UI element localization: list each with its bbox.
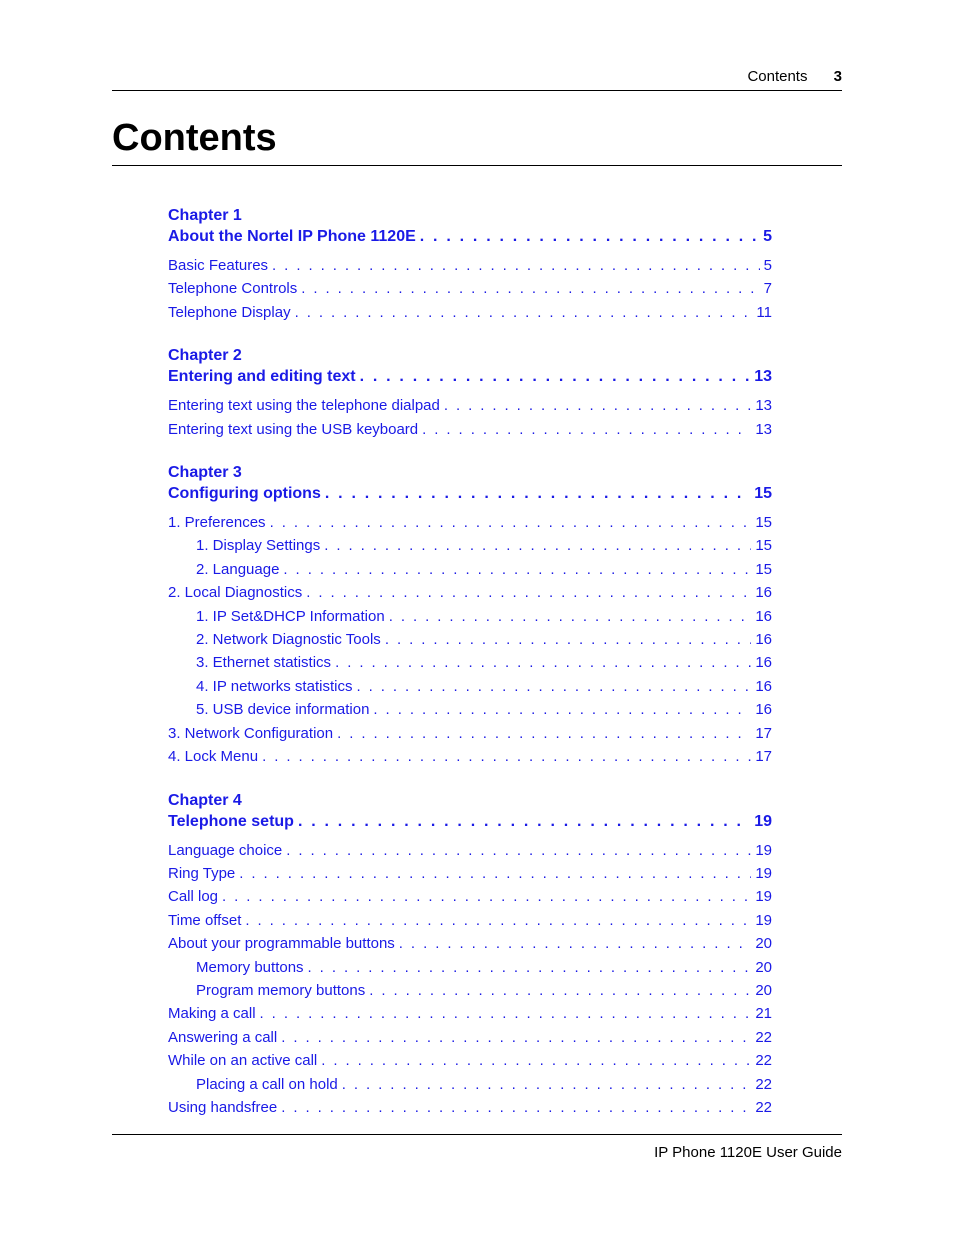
toc-entry-page: 7 bbox=[763, 280, 772, 298]
dot-leader bbox=[337, 722, 751, 745]
toc-entry-link[interactable] bbox=[168, 511, 772, 534]
toc-entry-text: Ring Type bbox=[168, 864, 236, 882]
running-header bbox=[747, 68, 842, 85]
toc-entry-link[interactable] bbox=[168, 301, 772, 324]
toc-entry-link[interactable] bbox=[168, 1049, 772, 1072]
toc-entry-text: 1. Display Settings bbox=[196, 537, 321, 555]
dot-leader bbox=[245, 909, 751, 932]
toc-entry-page: 16 bbox=[755, 677, 772, 695]
toc-entry-link[interactable] bbox=[168, 839, 772, 862]
toc-entry-page: 22 bbox=[755, 1052, 772, 1070]
dot-leader bbox=[222, 885, 751, 908]
dot-leader bbox=[298, 811, 750, 833]
toc-chapter bbox=[168, 791, 772, 1120]
toc-entry-text: About your programmable buttons bbox=[168, 935, 395, 953]
chapter-page-number: 15 bbox=[754, 485, 772, 503]
toc-entry-link[interactable] bbox=[168, 745, 772, 768]
dot-leader bbox=[422, 418, 751, 441]
toc-entry-text: Telephone Display bbox=[168, 303, 291, 321]
toc-entry-page: 21 bbox=[755, 1005, 772, 1023]
toc-entry-text: Call log bbox=[168, 888, 219, 906]
chapter-page-number: 5 bbox=[763, 228, 772, 245]
dot-leader bbox=[306, 581, 751, 604]
toc-entry-link[interactable] bbox=[168, 394, 772, 417]
toc-entry-link[interactable] bbox=[168, 1073, 772, 1096]
chapter-label: Chapter 2 bbox=[168, 347, 242, 365]
toc-entry-text: Basic Features bbox=[168, 257, 269, 274]
toc-entry-page: 15 bbox=[755, 537, 772, 555]
toc-entry-text: 1. IP Set&DHCP Information bbox=[196, 607, 385, 625]
toc-entry-text: Language choice bbox=[168, 841, 283, 859]
toc-chapter bbox=[168, 346, 772, 441]
toc-entry-text: 2. Network Diagnostic Tools bbox=[196, 631, 381, 649]
toc-entry-page: 16 bbox=[755, 631, 772, 649]
chapter-title-link[interactable] bbox=[168, 226, 772, 248]
toc-entry-text: Making a call bbox=[168, 1005, 256, 1023]
toc-entry-link[interactable] bbox=[168, 1096, 772, 1119]
chapter-title: About the Nortel IP Phone 1120E bbox=[168, 228, 416, 245]
toc-entry-link[interactable] bbox=[168, 909, 772, 932]
footer-guide-title: IP Phone 1120E User Guide bbox=[654, 1144, 842, 1161]
toc-entry-text: Entering text using the USB keyboard bbox=[168, 420, 419, 438]
dot-leader bbox=[272, 254, 760, 277]
toc-entry-text: While on an active call bbox=[168, 1052, 318, 1070]
chapter-label: Chapter 1 bbox=[168, 207, 242, 224]
dot-leader bbox=[321, 1049, 751, 1072]
dot-leader bbox=[325, 483, 750, 505]
footer-rule bbox=[112, 1134, 842, 1135]
toc-entry-link[interactable] bbox=[168, 862, 772, 885]
dot-leader bbox=[373, 698, 751, 721]
toc-entry-page: 11 bbox=[756, 303, 772, 321]
toc-entry-page: 20 bbox=[755, 958, 772, 976]
toc-entry-link[interactable] bbox=[168, 558, 772, 581]
toc-entry-page: 20 bbox=[755, 935, 772, 953]
toc-entry-link[interactable] bbox=[168, 628, 772, 651]
dot-leader bbox=[286, 839, 751, 862]
dot-leader bbox=[281, 1026, 751, 1049]
header-page-number: 3 bbox=[833, 68, 842, 85]
dot-leader bbox=[260, 1002, 752, 1025]
toc-entry-text: 5. USB device information bbox=[196, 701, 370, 719]
chapter-label: Chapter 3 bbox=[168, 464, 242, 482]
dot-leader bbox=[369, 979, 751, 1002]
toc-entry-link[interactable] bbox=[168, 534, 772, 557]
chapter-title: Configuring options bbox=[168, 485, 321, 503]
toc-entry-page: 5 bbox=[763, 257, 772, 274]
chapter-title: Telephone setup bbox=[168, 812, 294, 830]
dot-leader bbox=[270, 511, 752, 534]
dot-leader bbox=[444, 394, 751, 417]
header-section: Contents bbox=[747, 68, 808, 85]
dot-leader bbox=[295, 301, 753, 324]
dot-leader bbox=[356, 675, 751, 698]
dot-leader bbox=[420, 226, 759, 248]
dot-leader bbox=[342, 1073, 752, 1096]
toc-entry-page: 17 bbox=[755, 724, 772, 742]
toc-entry-page: 19 bbox=[755, 911, 772, 929]
toc-entry-link[interactable] bbox=[168, 956, 772, 979]
dot-leader bbox=[281, 1096, 751, 1119]
toc-entry-page: 13 bbox=[755, 397, 772, 415]
chapter-title-link[interactable] bbox=[168, 811, 772, 833]
toc-entry-page: 17 bbox=[755, 748, 772, 766]
toc-entry-page: 22 bbox=[755, 1075, 772, 1093]
toc-entry-text: Using handsfree bbox=[168, 1098, 278, 1116]
toc-entry-text: Time offset bbox=[168, 911, 242, 929]
toc-entry-text: 3. Network Configuration bbox=[168, 724, 334, 742]
toc-entry-text: 2. Language bbox=[196, 560, 280, 578]
toc-entry-link[interactable] bbox=[168, 698, 772, 721]
toc-entry-text: Placing a call on hold bbox=[196, 1075, 338, 1093]
toc-entry-link[interactable] bbox=[168, 722, 772, 745]
toc-entry-page: 15 bbox=[755, 514, 772, 532]
toc-entry-link[interactable] bbox=[168, 675, 772, 698]
chapter-page-number: 13 bbox=[754, 368, 772, 386]
toc-entry-link[interactable] bbox=[168, 277, 772, 300]
toc-entry-text: Memory buttons bbox=[196, 958, 304, 976]
toc-entry-text: 4. Lock Menu bbox=[168, 748, 259, 766]
table-of-contents bbox=[168, 206, 772, 1141]
chapter-label: Chapter 4 bbox=[168, 791, 242, 809]
toc-entry-page: 22 bbox=[755, 1028, 772, 1046]
toc-entry-text: 3. Ethernet statistics bbox=[196, 654, 332, 672]
header-rule bbox=[112, 90, 842, 91]
toc-entry-text: Answering a call bbox=[168, 1028, 278, 1046]
toc-entry-page: 22 bbox=[755, 1098, 772, 1116]
toc-entry-text: Program memory buttons bbox=[196, 981, 366, 999]
toc-entry-link[interactable] bbox=[168, 581, 772, 604]
toc-entry-page: 13 bbox=[755, 420, 772, 438]
dot-leader bbox=[324, 534, 751, 557]
toc-entry-page: 16 bbox=[755, 654, 772, 672]
chapter-page-number: 19 bbox=[754, 812, 772, 830]
toc-entry-page: 15 bbox=[755, 560, 772, 578]
toc-chapter bbox=[168, 463, 772, 768]
toc-entry-page: 16 bbox=[755, 701, 772, 719]
dot-leader bbox=[301, 277, 759, 300]
dot-leader bbox=[335, 651, 751, 674]
toc-entry-link[interactable] bbox=[168, 605, 772, 628]
toc-entry-link[interactable] bbox=[168, 932, 772, 955]
dot-leader bbox=[308, 956, 752, 979]
toc-entry-text: Entering text using the telephone dialpad bbox=[168, 397, 440, 415]
toc-entry-text: 1. Preferences bbox=[168, 514, 266, 532]
page-title: Contents bbox=[112, 117, 277, 159]
toc-entry-link[interactable] bbox=[168, 1002, 772, 1025]
toc-entry-page: 19 bbox=[755, 864, 772, 882]
toc-entry-link[interactable] bbox=[168, 1026, 772, 1049]
toc-entry-link[interactable] bbox=[168, 885, 772, 908]
toc-entry-link[interactable] bbox=[168, 979, 772, 1002]
toc-entry-text: 2. Local Diagnostics bbox=[168, 584, 303, 602]
toc-entry-text: Telephone Controls bbox=[168, 280, 298, 298]
dot-leader bbox=[385, 628, 752, 651]
chapter-title: Entering and editing text bbox=[168, 368, 356, 386]
toc-entry-page: 16 bbox=[755, 607, 772, 625]
dot-leader bbox=[262, 745, 751, 768]
toc-entry-text: 4. IP networks statistics bbox=[196, 677, 353, 695]
toc-entry-link[interactable] bbox=[168, 254, 772, 277]
toc-entry-page: 16 bbox=[755, 584, 772, 602]
toc-entry-page: 19 bbox=[755, 888, 772, 906]
toc-entry-link[interactable] bbox=[168, 651, 772, 674]
chapter-title-link[interactable] bbox=[168, 483, 772, 505]
dot-leader bbox=[360, 366, 751, 388]
dot-leader bbox=[283, 558, 751, 581]
toc-chapter bbox=[168, 206, 772, 324]
chapter-title-link[interactable] bbox=[168, 366, 772, 388]
dot-leader bbox=[389, 605, 752, 628]
toc-entry-page: 19 bbox=[755, 841, 772, 859]
title-rule bbox=[112, 165, 842, 166]
dot-leader bbox=[399, 932, 752, 955]
toc-entry-link[interactable] bbox=[168, 418, 772, 441]
dot-leader bbox=[239, 862, 751, 885]
toc-entry-page: 20 bbox=[755, 981, 772, 999]
